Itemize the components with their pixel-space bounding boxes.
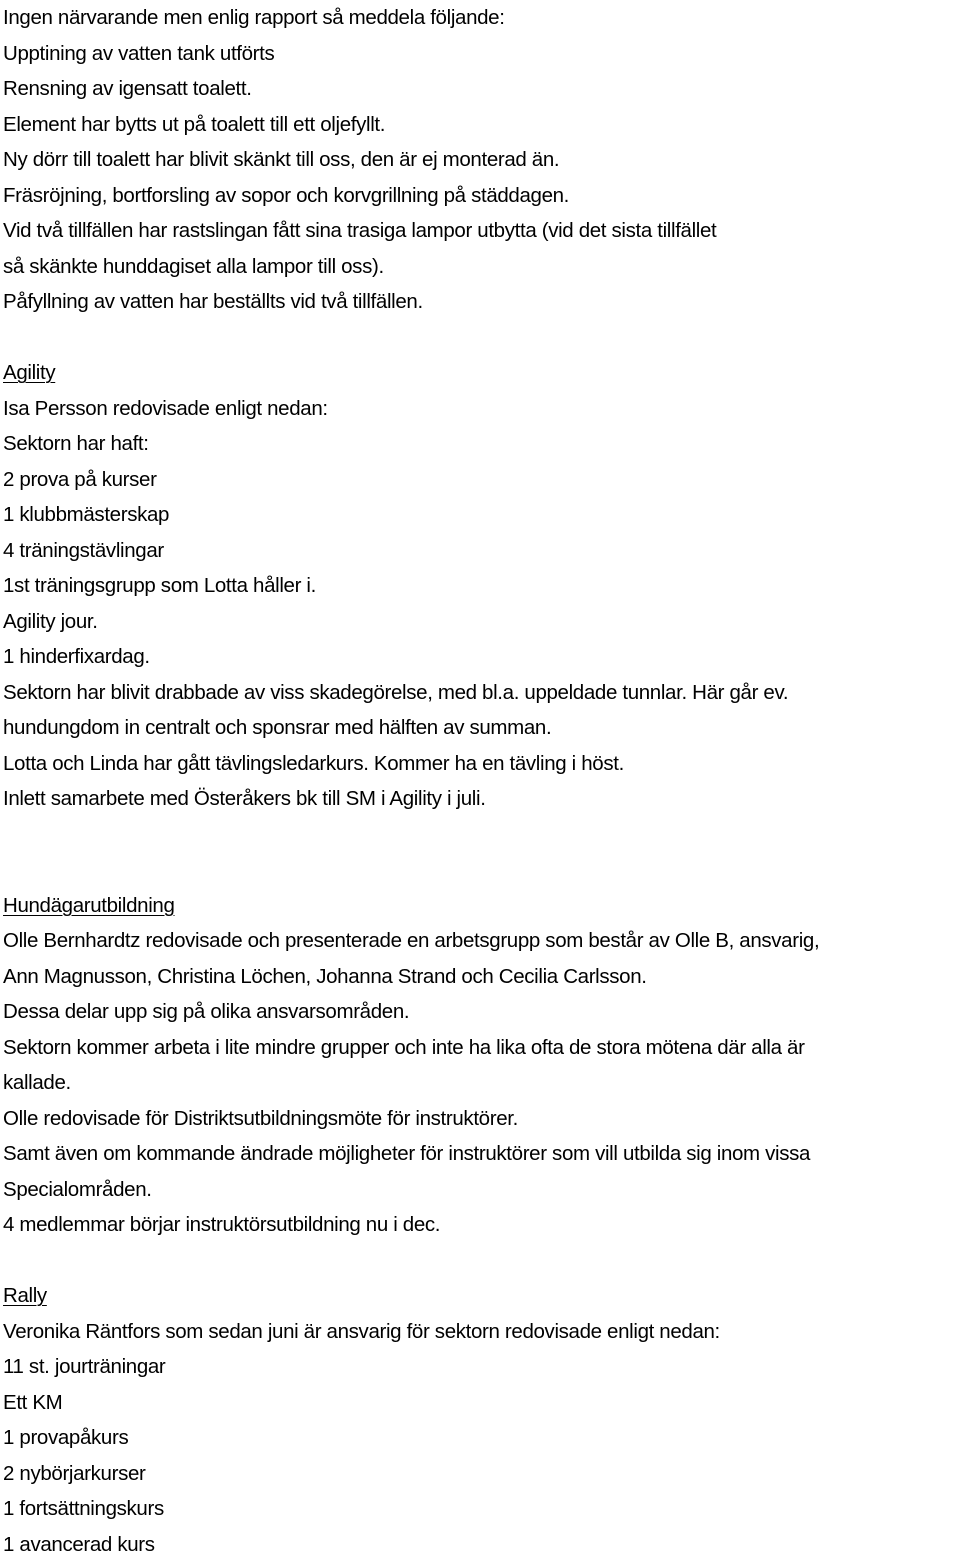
agility-line: Isa Persson redovisade enligt nedan: [3, 391, 960, 427]
agility-line: Inlett samarbete med Österåkers bk till SM i Agility i juli. [3, 781, 960, 817]
intro-line: Ny dörr till toalett har blivit skänkt till oss, den är ej monterad än. [3, 142, 960, 178]
rally-heading: Rally [3, 1278, 960, 1314]
agility-line: Agility jour. [3, 604, 960, 640]
intro-section [3, 0, 960, 320]
intro-line: Upptining av vatten tank utförts [3, 36, 960, 72]
hundagarutbildning-line: Olle Bernhardtz redovisade och presenterade en arbetsgrupp som består av Olle B, ansvarig, [3, 923, 960, 959]
rally-line: 11 st. jourträningar [3, 1349, 960, 1385]
intro-line: Element har bytts ut på toalett till ett oljefyllt. [3, 107, 960, 143]
rally-line: 1 fortsättningskurs [3, 1491, 960, 1527]
blank-line [3, 320, 960, 356]
hundagarutbildning-line: Dessa delar upp sig på olika ansvarsområden. [3, 994, 960, 1030]
blank-line [3, 1243, 960, 1279]
agility-section [3, 355, 960, 817]
hundagarutbildning-line: Sektorn kommer arbeta i lite mindre grupper och inte ha lika ofta de stora mötena där alla är [3, 1030, 960, 1066]
intro-line: Rensning av igensatt toalett. [3, 71, 960, 107]
agility-line: Sektorn har haft: [3, 426, 960, 462]
intro-line: Vid två tillfällen har rastslingan fått sina trasiga lampor utbytta (vid det sista tillfället [3, 213, 960, 249]
agility-line: 4 träningstävlingar [3, 533, 960, 569]
rally-line: 1 provapåkurs [3, 1420, 960, 1456]
rally-line: Veronika Räntfors som sedan juni är ansvarig för sektorn redovisade enligt nedan: [3, 1314, 960, 1350]
agility-line: Sektorn har blivit drabbade av viss skadegörelse, med bl.a. uppeldade tunnlar. Här går ev. [3, 675, 960, 711]
agility-line: 2 prova på kurser [3, 462, 960, 498]
agility-line: hundungdom in centralt och sponsrar med hälften av summan. [3, 710, 960, 746]
hundagarutbildning-line: Ann Magnusson, Christina Löchen, Johanna Strand och Cecilia Carlsson. [3, 959, 960, 995]
hundagarutbildning-line: 4 medlemmar börjar instruktörsutbildning nu i dec. [3, 1207, 960, 1243]
intro-line: så skänkte hunddagiset alla lampor till oss). [3, 249, 960, 285]
agility-heading: Agility [3, 355, 960, 391]
intro-line: Fräsröjning, bortforsling av sopor och korvgrillning på städdagen. [3, 178, 960, 214]
intro-line: Ingen närvarande men enlig rapport så meddela följande: [3, 0, 960, 36]
hundagarutbildning-line: kallade. [3, 1065, 960, 1101]
rally-line: 2 nybörjarkurser [3, 1456, 960, 1492]
hundagarutbildning-section [3, 888, 960, 1243]
document-page [3, 0, 960, 1562]
hundagarutbildning-heading: Hundägarutbildning [3, 888, 960, 924]
agility-line: Lotta och Linda har gått tävlingsledarkurs. Kommer ha en tävling i höst. [3, 746, 960, 782]
hundagarutbildning-line: Samt även om kommande ändrade möjligheter för instruktörer som vill utbilda sig inom vissa [3, 1136, 960, 1172]
agility-line: 1 klubbmästerskap [3, 497, 960, 533]
hundagarutbildning-line: Specialområden. [3, 1172, 960, 1208]
agility-line: 1st träningsgrupp som Lotta håller i. [3, 568, 960, 604]
agility-line: 1 hinderfixardag. [3, 639, 960, 675]
rally-line: 1 avancerad kurs [3, 1527, 960, 1562]
intro-line: Påfyllning av vatten har beställts vid två tillfällen. [3, 284, 960, 320]
hundagarutbildning-line: Olle redovisade för Distriktsutbildningsmöte för instruktörer. [3, 1101, 960, 1137]
rally-section [3, 1278, 960, 1562]
rally-line: Ett KM [3, 1385, 960, 1421]
blank-lines [3, 817, 960, 888]
